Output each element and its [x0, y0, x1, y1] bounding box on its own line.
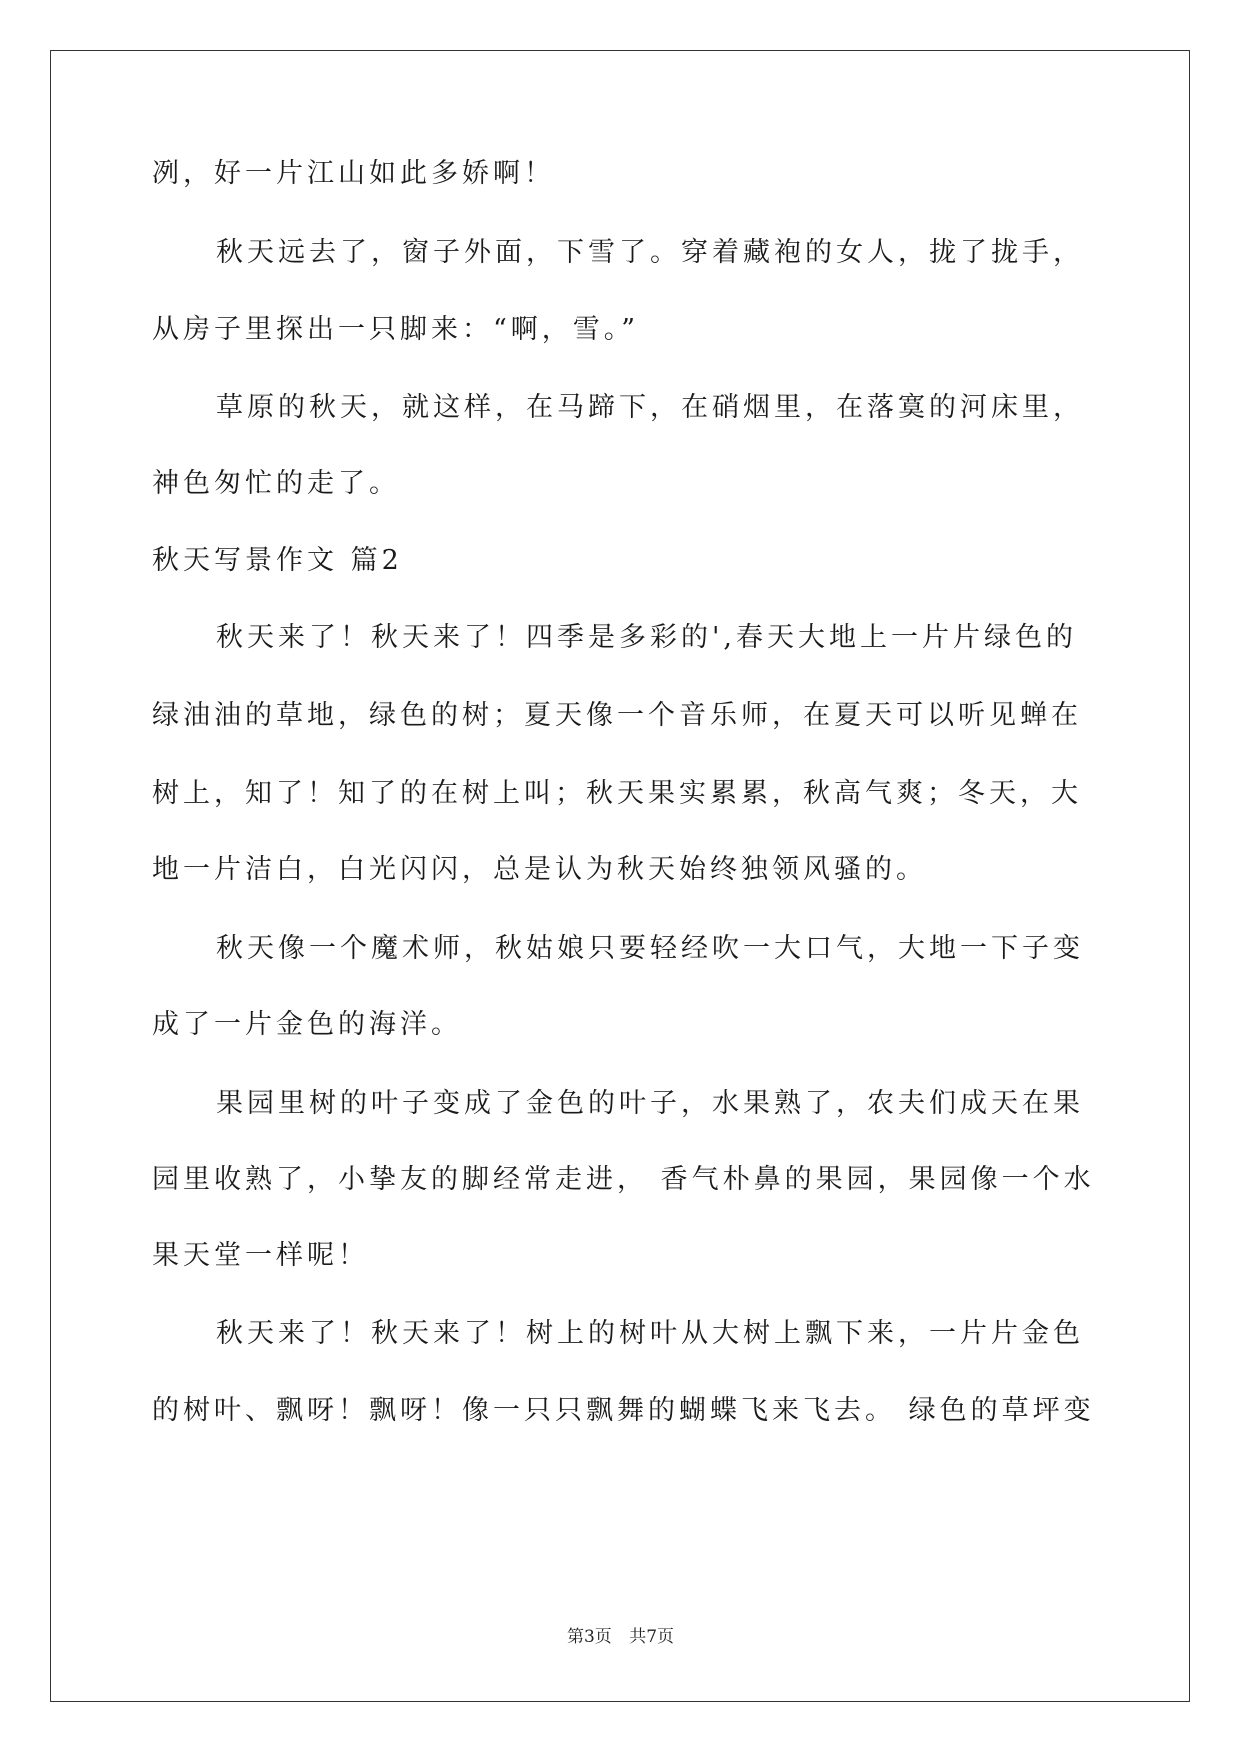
- text-line: 地一片洁白，白光闪闪，总是认为秋天始终独领风骚的。: [152, 854, 927, 885]
- page-number-current: 第3页: [566, 1627, 612, 1647]
- text-line: 秋天像一个魔术师，秋姑娘只要轻经吹一大口气，大地一下子变: [216, 933, 1084, 964]
- text-line: 神色匆忙的走了。: [152, 468, 400, 499]
- text-line: 秋天来了！秋天来了！四季是多彩的',春天大地上一片片绿色的: [216, 622, 1078, 653]
- text-line: 园里收熟了，小挚友的脚经常走进， 香气朴鼻的果园，果园像一个水: [152, 1164, 1095, 1195]
- text-line: 冽，好一片江山如此多娇啊！: [152, 158, 555, 189]
- text-line: 果天堂一样呢！: [152, 1240, 369, 1271]
- page-footer: [0, 1622, 1241, 1647]
- text-line: 成了一片金色的海洋。: [152, 1009, 462, 1040]
- page-number-total: 共7页: [629, 1627, 675, 1647]
- section-heading: 秋天写景作文 篇2: [152, 545, 403, 576]
- text-line: 的树叶、飘呀！飘呀！像一只只飘舞的蝴蝶飞来飞去。 绿色的草坪变: [152, 1395, 1095, 1426]
- text-line: 秋天来了！秋天来了！树上的树叶从大树上飘下来，一片片金色: [216, 1318, 1084, 1349]
- text-line: 从房子里探出一只脚来：“啊，雪。”: [152, 314, 640, 345]
- text-line: 果园里树的叶子变成了金色的叶子，水果熟了，农夫们成天在果: [216, 1088, 1084, 1119]
- text-line: 绿油油的草地，绿色的树；夏天像一个音乐师，在夏天可以听见蝉在: [152, 700, 1082, 731]
- text-line: 草原的秋天，就这样，在马蹄下，在硝烟里，在落寞的河床里，: [216, 392, 1084, 423]
- text-line: 树上，知了！知了的在树上叫；秋天果实累累，秋高气爽；冬天，大: [152, 778, 1082, 809]
- text-line: 秋天远去了，窗子外面，下雪了。穿着藏袍的女人，拢了拢手，: [216, 237, 1084, 268]
